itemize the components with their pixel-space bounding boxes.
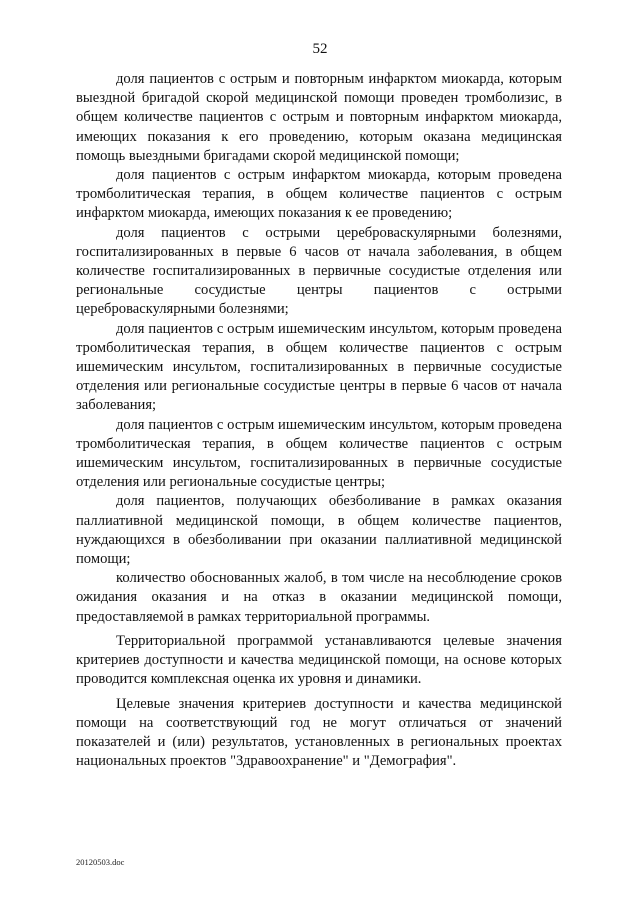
paragraph-thrombolytic-mi: доля пациентов с острым инфарктом миокарда, которым проведена тромболитическая терапия, в общем количестве пациентов с острым инфарктом миокарда, имеющих показания к ее проведению; — [76, 167, 562, 222]
paragraph-thrombolysis-ambulance: доля пациентов с острым и повторным инфарктом миокарда, которым выездной бригадой скорой медицинской помощи проведен тромболизис, в общем количестве пациентов с острым и повторным инфарктом миокарда, имеющих показания к его проведению, которым оказана медицинская помощь выездными бригадами скорой медицинской помощи; — [76, 71, 562, 164]
paragraph-target-values-year: Целевые значения критериев доступности и качества медицинской помощи на соответствующий год не могут отличаться от значений показателей и (или) результатов, установленных в региональных проектах национальных проектов "Здравоохранение" и "Демография". — [76, 695, 562, 770]
footer-filename: 20120503.doc — [76, 857, 125, 867]
paragraph-target-values: Территориальной программой устанавливаются целевые значения критериев доступности и качества медицинской помощи, на основе которых проводится комплексная оценка их уровня и динамики. — [76, 632, 562, 688]
paragraph-palliative-analgesia: доля пациентов, получающих обезболивание в рамках оказания паллиативной медицинской помощи, в общем количестве пациентов, нуждающихся в обезболивании при оказании паллиативной медицинской помощи; — [76, 493, 562, 568]
page-number: 52 — [312, 41, 328, 57]
document-body — [76, 70, 562, 771]
paragraph-ischemic-stroke: доля пациентов с острым ишемическим инсультом, которым проведена тромболитическая терапия, в общем количестве пациентов с острым ишемическим инсультом, госпитализированных в первичные сосудистые отделения или региональные сосудистые центры; — [76, 416, 562, 491]
paragraph-complaints: количество обоснованных жалоб, в том числе на несоблюдение сроков ожидания оказания и на отказ в оказании медицинской помощи, предоставляемой в рамках территориальной программы. — [76, 570, 562, 625]
paragraph-cerebrovascular-hospitalized: доля пациентов с острыми цереброваскулярными болезнями, госпитализированных в первые 6 часов от начала заболевания, в общем количестве госпитализированных в первичные сосудистые отделения или региональные сосудистые центры пациентов с острыми цереброваскулярными болезнями; — [76, 224, 562, 318]
paragraph-ischemic-stroke-6h: доля пациентов с острым ишемическим инсультом, которым проведена тромболитическая терапия, в общем количестве пациентов с острым ишемическим инсультом, госпитализированных в первичные сосудистые отделения или региональные сосудистые центры в первые 6 часов от начала заболевания; — [76, 320, 562, 414]
